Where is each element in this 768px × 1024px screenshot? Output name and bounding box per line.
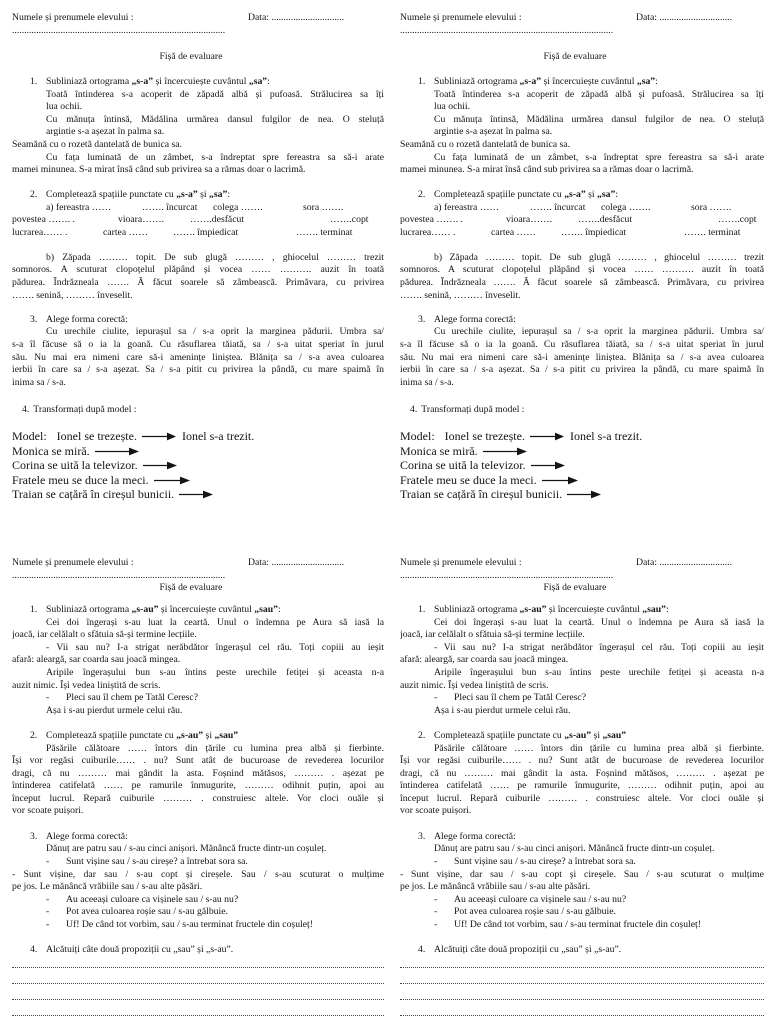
text-line: Toată întinderea s-a acoperit de zăpadă albă și pufoasă. Strălucirea sa îți bbox=[46, 88, 384, 100]
text-line: Își vor regăsi cuiburile…… . nu? Sunt atât de bucuroase de revederea locurilor bbox=[400, 755, 764, 767]
text-line: b) Zăpada ……… topit. De sub glugă ……… , ghiocelul ……… trezit bbox=[46, 251, 384, 263]
exercise-number: 2. bbox=[30, 189, 38, 201]
exercise-number: 3. bbox=[30, 313, 38, 325]
exercise-number: 2. bbox=[30, 729, 38, 741]
dialogue-line bbox=[400, 692, 764, 705]
text-line: Cu urechile ciulite, iepurașul sa / s-a oprit la marginea pădurii. Umbra sa/ bbox=[46, 326, 384, 338]
heading-text: și încercuiește cuvântul bbox=[153, 75, 249, 87]
text-line: Așa i s-au pierdut urmele celui rău. bbox=[46, 704, 183, 716]
text-line: Aripile îngerașului bun s-au întins peste urechile fetiței și aceasta n-a bbox=[434, 666, 764, 678]
heading-text: Alege forma corectă: bbox=[46, 830, 128, 842]
text-line: vor scoate puișori. bbox=[400, 805, 472, 817]
worksheet-sa-left bbox=[12, 12, 384, 512]
exercise-number: 4. bbox=[410, 403, 418, 415]
worksheet-sau-left bbox=[12, 557, 384, 1020]
fill-in-item: sora ……. bbox=[303, 201, 344, 213]
student-name-dots: ........................................................................................ bbox=[12, 24, 226, 36]
heading-keyword: „sau” bbox=[254, 603, 278, 615]
heading-text: Subliniază ortograma bbox=[46, 75, 132, 87]
line-text: Sunt vișine sau / s-au cireșe? a întrebat sora sa. bbox=[66, 856, 248, 868]
heading-text: Alege forma corectă: bbox=[46, 313, 128, 325]
text-line: afară: aleargă, sar coarda sau joacă mingea. bbox=[12, 654, 181, 666]
text-line: - Sunt vișine, dar sau / s-au copt și cireșele. Sau / s-au scuturat o mulțime bbox=[400, 868, 764, 880]
line-text: Pleci sau îl chem pe Tatăl Ceresc? bbox=[66, 692, 199, 704]
exercise-3-heading bbox=[400, 314, 764, 327]
model-label: Model: bbox=[400, 429, 435, 444]
model-sentence: Ionel se trezește. bbox=[56, 429, 137, 444]
heading-keyword: „sa” bbox=[248, 75, 268, 87]
exercise-number: 3. bbox=[30, 830, 38, 842]
text-line: mamei minunea. S-a mirat însă când sub privirea sa a rămas doar o lacrimă. bbox=[400, 164, 694, 176]
text-line: vor scoate puișori. bbox=[12, 805, 84, 817]
arrow-icon bbox=[154, 476, 190, 485]
text-line: ……. senină, ……… înveselit. bbox=[400, 289, 521, 301]
fill-in-item: lucrarea…… . bbox=[400, 226, 456, 238]
text-line: întinderea catifelată …… pe ramurile înmugurite, ……… odihnit puțin, apoi au bbox=[12, 780, 384, 792]
line-text: Pot avea culoarea roșie sau / s-au gălbuie. bbox=[66, 906, 228, 918]
text-line: inima sa / s-a. bbox=[400, 376, 454, 388]
text-line: Seamănă cu o rozetă dantelată de bunica sa. bbox=[12, 138, 182, 150]
fill-in-item: ……. terminat bbox=[296, 226, 353, 238]
heading-keyword: „s-a” bbox=[564, 189, 586, 201]
model-answer: Ionel s-a trezit. bbox=[181, 429, 255, 444]
transform-item bbox=[400, 458, 764, 473]
fill-in-item: ……. împiedicat bbox=[173, 226, 239, 238]
dialogue-line bbox=[400, 894, 764, 907]
text-line: - Vii sau nu? I-a strigat nerăbdător îngerașul cel rău. Toți copiii au ieșit bbox=[46, 641, 384, 653]
heading-text: : bbox=[655, 75, 658, 87]
date-label: Data: .............................. bbox=[636, 557, 733, 568]
fill-in-item: cartea …… bbox=[103, 226, 148, 238]
exercise-1-heading bbox=[12, 76, 384, 89]
answer-line bbox=[400, 1015, 764, 1016]
transform-item bbox=[12, 487, 384, 502]
fill-in-item: a) fereastra …… bbox=[46, 201, 112, 213]
exercise-number: 4. bbox=[418, 943, 426, 955]
heading-keyword: „sau” bbox=[602, 729, 627, 741]
fill-in-item: …….desfăcut bbox=[190, 214, 245, 226]
worksheet-sau-right bbox=[400, 557, 764, 1020]
exercise-2-heading bbox=[12, 189, 384, 202]
text-line: dragi, că nu ……… mai gândit la asta. Foșnind mătăsos, ……… . așezat pe bbox=[12, 767, 384, 779]
answer-line bbox=[12, 999, 384, 1000]
answer-line bbox=[12, 1015, 384, 1016]
heading-text: Subliniază ortograma bbox=[434, 603, 520, 615]
text-line: argintie s-a așezat în palma sa. bbox=[46, 126, 165, 138]
heading-text: și bbox=[585, 189, 598, 201]
fill-in-row bbox=[400, 214, 764, 227]
heading-keyword: „sau” bbox=[642, 603, 666, 615]
text-line: Cu urechile ciulite, iepurașul sa / s-a oprit la marginea pădurii. Umbra sa/ bbox=[434, 326, 764, 338]
fill-in-item: ……. încurcat bbox=[142, 201, 198, 213]
text-line: Dănuț are patru sau / s-au cinci anișori. Mănâncă fructe dintr-un coșuleț. bbox=[46, 843, 327, 855]
text-line: somnoros. A scuturat clopoțelul plăpând și vocea …… ………. auzit în toată bbox=[400, 264, 764, 276]
transform-sentence: Traian se cațără în cireșul bunicii. bbox=[400, 487, 563, 502]
text-line: Păsările călătoare …… întors din țările cu lumina prea albă și fierbinte. bbox=[46, 742, 384, 754]
text-line: s-a îl făcuse să o ia la goană. Cu răsuflarea tăiată, sa / s-a uitat speriat în jurul bbox=[400, 339, 764, 351]
heading-text: Alege forma corectă: bbox=[434, 830, 516, 842]
transform-item bbox=[400, 473, 764, 488]
fill-in-row bbox=[400, 227, 764, 240]
text-line: pădurea. Îndrăzneala ……. Â făcut soarele să zâmbească. Primăvara, cu privirea bbox=[12, 277, 384, 289]
transform-item bbox=[12, 473, 384, 488]
fill-in-item: colega ……. bbox=[601, 201, 651, 213]
exercise-number: 3. bbox=[418, 313, 426, 325]
text-line: Cu mănuța întinsă, Mădălina urmărea dansul fulgilor de nea. O steluță bbox=[46, 113, 384, 125]
exercise-4-heading bbox=[400, 404, 764, 417]
exercise-number: 1. bbox=[418, 75, 426, 87]
line-text: Au aceeași culoare ca vișinele sau / s-au nu? bbox=[66, 893, 239, 905]
exercise-2-heading bbox=[400, 189, 764, 202]
text-line: Așa i s-au pierdut urmele celui rău. bbox=[434, 704, 571, 716]
arrow-icon bbox=[483, 447, 527, 456]
heading-text: : bbox=[665, 603, 669, 615]
model-answer: Ionel s-a trezit. bbox=[569, 429, 643, 444]
heading-keyword: „s-a” bbox=[131, 75, 154, 87]
text-line: Cu fața luminată de un zâmbet, s-a îndreptat spre fereastra sa să-i arate bbox=[46, 151, 384, 163]
exercise-1-heading bbox=[12, 604, 384, 617]
heading-keyword: „s-au” bbox=[519, 603, 547, 615]
text-line: joacă, iar celălalt o sfătuia să-și termine lecțiile. bbox=[12, 629, 197, 641]
transform-sentence: Monica se miră. bbox=[12, 443, 90, 458]
dialogue-line bbox=[400, 919, 764, 932]
exercise-4-heading bbox=[12, 404, 384, 417]
exercise-1-heading bbox=[400, 76, 764, 89]
exercise-1-heading bbox=[400, 604, 764, 617]
dialogue-line bbox=[12, 894, 384, 907]
transform-sentence: Corina se uită la televizor. bbox=[12, 458, 138, 473]
text-line: pădurea. Îndrăzneala ……. Â făcut soarele să zâmbească. Primăvara, cu privirea bbox=[400, 277, 764, 289]
heading-keyword: „sa” bbox=[597, 189, 616, 201]
text-line: inima sa / s-a. bbox=[12, 376, 66, 388]
text-line: mamei minunea. S-a mirat însă când sub privirea sa a rămas doar o lacrimă. bbox=[12, 164, 306, 176]
text-line: pe jos. Le mănâncă vrăbiile sau / s-au alte păsări. bbox=[400, 881, 591, 893]
fill-in-item: ……. încurcat bbox=[530, 201, 586, 213]
heading-keyword: „sa” bbox=[636, 75, 656, 87]
exercise-4-heading bbox=[400, 944, 764, 957]
dialogue-line bbox=[12, 919, 384, 932]
text-line: Își vor regăsi cuiburile…… . nu? Sunt atât de bucuroase de revederea locurilor bbox=[12, 755, 384, 767]
bullet-dash: - bbox=[434, 893, 438, 905]
exercise-number: 4. bbox=[22, 403, 30, 415]
answer-line bbox=[400, 999, 764, 1000]
exercise-number: 1. bbox=[30, 75, 38, 87]
arrow-icon bbox=[142, 432, 176, 441]
line-text: Uf! De când tot vorbim, sau / s-au terminat fructele din coșuleț! bbox=[454, 919, 701, 931]
bullet-dash: - bbox=[434, 919, 438, 931]
text-line: dragi, că nu ……… mai gândit la asta. Foșnind mătăsos, ……… . așezat pe bbox=[400, 767, 764, 779]
bullet-dash: - bbox=[46, 893, 50, 905]
exercise-number: 2. bbox=[418, 729, 426, 741]
text-line: somnoros. A scuturat clopoțelul plăpând și vocea …… ………. auzit în toată bbox=[12, 264, 384, 276]
text-line: început lucrul. Repară cuiburile ……… . construiesc altele. Vor cloci ouăle și bbox=[400, 792, 764, 804]
model-sentence: Ionel se trezește. bbox=[444, 429, 525, 444]
exercise-4-heading bbox=[12, 944, 384, 957]
arrow-icon bbox=[179, 490, 213, 499]
fill-in-item: cartea …… bbox=[491, 226, 536, 238]
transform-item bbox=[12, 458, 384, 473]
student-name-dots: ........................................................................................ bbox=[12, 569, 226, 581]
date-label: Data: .............................. bbox=[636, 12, 733, 23]
heading-text: Completează spațiile punctate cu bbox=[434, 729, 565, 741]
fill-in-item: ……. împiedicat bbox=[561, 226, 627, 238]
transform-sentence: Fratele meu se duce la meci. bbox=[12, 472, 149, 487]
bullet-dash: - bbox=[46, 856, 50, 868]
text-line: Cu mănuța întinsă, Mădălina urmărea dansul fulgilor de nea. O steluță bbox=[434, 113, 764, 125]
fill-in-item: a) fereastra …… bbox=[434, 201, 500, 213]
text-line: ……. senină, ……… înveselit. bbox=[12, 289, 133, 301]
fill-in-row bbox=[12, 227, 384, 240]
exercise-number: 1. bbox=[418, 603, 426, 615]
text-line: Cei doi îngerași s-au luat la ceartă. Unul o îndemna pe Aura să iasă la bbox=[434, 616, 764, 628]
transform-item bbox=[12, 444, 384, 459]
header-row bbox=[12, 12, 384, 25]
date-label: Data: .............................. bbox=[248, 12, 345, 23]
line-text: Pleci sau îl chem pe Tatăl Ceresc? bbox=[454, 692, 587, 704]
text-line: pe jos. Le mănâncă vrăbiile sau / s-au alte păsări. bbox=[12, 881, 203, 893]
worksheet-title: Fișă de evaluare bbox=[543, 582, 607, 594]
heading-text: și bbox=[197, 189, 210, 201]
arrow-icon bbox=[95, 447, 139, 456]
heading-text: Subliniază ortograma bbox=[434, 75, 520, 87]
text-line: lua ochii. bbox=[434, 101, 471, 113]
arrow-icon bbox=[531, 461, 565, 470]
date-label: Data: .............................. bbox=[248, 557, 345, 568]
arrow-icon bbox=[143, 461, 177, 470]
heading-keyword: „s-a” bbox=[176, 189, 198, 201]
text-line: ierbii în care sa / s-a așezat. Sa / s-a pitit cu privirea la pândă, cu mare spaimă în bbox=[12, 364, 384, 376]
header-row bbox=[400, 557, 764, 570]
exercise-3-heading bbox=[400, 831, 764, 844]
heading-text: : bbox=[227, 189, 231, 201]
dialogue-line bbox=[12, 906, 384, 919]
text-line: Dănuț are patru sau / s-au cinci anișori. Mănâncă fructe dintr-un coșuleț. bbox=[434, 843, 715, 855]
heading-text: : bbox=[267, 75, 270, 87]
student-name-dots: ........................................................................................ bbox=[400, 569, 614, 581]
arrow-icon bbox=[530, 432, 564, 441]
worksheet-title: Fișă de evaluare bbox=[543, 50, 607, 62]
text-line: afară: aleargă, sar coarda sau joacă mingea. bbox=[400, 654, 569, 666]
line-text: Pot avea culoarea roșie sau / s-au gălbuie. bbox=[454, 906, 616, 918]
student-name-label: Numele și prenumele elevului : bbox=[400, 12, 522, 23]
heading-keyword: „s-au” bbox=[564, 729, 592, 741]
header-row bbox=[400, 12, 764, 25]
text-line: său. Nu mai era nimeni care să-i amenințe liniștea. Blănița sa / s-a avea culoarea bbox=[400, 351, 764, 363]
model-example bbox=[400, 429, 764, 444]
heading-text: și bbox=[591, 729, 603, 741]
heading-text: și încercuiește cuvântul bbox=[546, 603, 643, 615]
bullet-dash: - bbox=[46, 692, 50, 704]
exercise-number: 1. bbox=[30, 603, 38, 615]
fill-in-item: lucrarea…… . bbox=[12, 226, 68, 238]
transform-item bbox=[400, 444, 764, 459]
text-line: Cei doi îngerași s-au luat la ceartă. Unul o îndemna pe Aura să iasă la bbox=[46, 616, 384, 628]
student-name-dots: ........................................................................................ bbox=[400, 24, 614, 36]
heading-keyword: „sau” bbox=[214, 729, 239, 741]
bullet-dash: - bbox=[434, 692, 438, 704]
exercise-number: 4. bbox=[30, 943, 38, 955]
exercise-2-heading bbox=[12, 730, 384, 743]
text-line: s-a îl făcuse să o ia la goană. Cu răsuflarea tăiată, sa / s-a uitat speriat în jurul bbox=[12, 339, 384, 351]
bullet-dash: - bbox=[434, 906, 438, 918]
model-example bbox=[12, 429, 384, 444]
exercise-2-heading bbox=[400, 730, 764, 743]
transform-sentence: Traian se cațără în cireșul bunicii. bbox=[12, 487, 175, 502]
text-line: său. Nu mai era nimeni care să-i amenințe liniștea. Blănița sa / s-a avea culoarea bbox=[12, 351, 384, 363]
text-line: auzit nimic. Își vedea liniștită de scris. bbox=[400, 679, 549, 691]
worksheet-title: Fișă de evaluare bbox=[159, 50, 223, 62]
arrow-icon bbox=[542, 476, 578, 485]
exercise-number: 3. bbox=[418, 830, 426, 842]
text-line: lua ochii. bbox=[46, 101, 83, 113]
dialogue-line bbox=[12, 856, 384, 869]
answer-line bbox=[12, 983, 384, 984]
text-line: Păsările călătoare …… întors din țările cu lumina prea albă și fierbinte. bbox=[434, 742, 764, 754]
bullet-dash: - bbox=[46, 906, 50, 918]
fill-in-item: vioara……. bbox=[118, 214, 165, 226]
line-text: Sunt vișine sau / s-au cireșe? a întrebat sora sa. bbox=[454, 856, 636, 868]
text-line: început lucrul. Repară cuiburile ……… . construiesc altele. Vor cloci ouăle și bbox=[12, 792, 384, 804]
heading-text: Completează spațiile punctate cu bbox=[46, 189, 177, 201]
line-text: Au aceeași culoare ca vișinele sau / s-au nu? bbox=[454, 893, 627, 905]
text-line: întinderea catifelată …… pe ramurile înmugurite, ……… odihnit puțin, apoi au bbox=[400, 780, 764, 792]
transform-sentence: Corina se uită la televizor. bbox=[400, 458, 526, 473]
text-line: Toată întinderea s-a acoperit de zăpadă albă și pufoasă. Strălucirea sa îți bbox=[434, 88, 764, 100]
fill-in-item: …….copt bbox=[718, 214, 757, 226]
heading-keyword: „s-au” bbox=[131, 603, 159, 615]
heading-text: Alege forma corectă: bbox=[434, 313, 516, 325]
dialogue-line bbox=[12, 692, 384, 705]
dialogue-line bbox=[400, 856, 764, 869]
heading-keyword: „s-au” bbox=[176, 729, 204, 741]
answer-line bbox=[12, 967, 384, 968]
answer-line bbox=[400, 983, 764, 984]
text-line: Seamănă cu o rozetă dantelată de bunica sa. bbox=[400, 138, 570, 150]
text-line: Cu fața luminată de un zâmbet, s-a îndreptat spre fereastra sa să-i arate bbox=[434, 151, 764, 163]
worksheet-sa-right bbox=[400, 12, 764, 512]
heading-text: și bbox=[203, 729, 215, 741]
text-line: argintie s-a așezat în palma sa. bbox=[434, 126, 553, 138]
fill-in-row bbox=[400, 202, 764, 215]
bullet-dash: - bbox=[46, 919, 50, 931]
text-line: Aripile îngerașului bun s-au întins peste urechile fetiței și aceasta n-a bbox=[46, 666, 384, 678]
line-text: Uf! De când tot vorbim, sau / s-au terminat fructele din coșuleț! bbox=[66, 919, 313, 931]
transform-item bbox=[400, 487, 764, 502]
fill-in-item: …….desfăcut bbox=[578, 214, 633, 226]
heading-keyword: „s-a” bbox=[519, 75, 542, 87]
exercise-number: 2. bbox=[418, 189, 426, 201]
exercise-3-heading bbox=[12, 831, 384, 844]
student-name-label: Numele și prenumele elevului : bbox=[400, 557, 522, 568]
heading-text: : bbox=[277, 603, 281, 615]
text-line: ierbii în care sa / s-a așezat. Sa / s-a pitit cu privirea la pândă, cu mare spaimă în bbox=[400, 364, 764, 376]
heading-text: Transformați după model : bbox=[421, 403, 525, 415]
text-line: - Vii sau nu? I-a strigat nerăbdător îngerașul cel rău. Toți copiii au ieșit bbox=[434, 641, 764, 653]
transform-sentence: Monica se miră. bbox=[400, 443, 478, 458]
text-line: b) Zăpada ……… topit. De sub glugă ……… , ghiocelul ……… trezit bbox=[434, 251, 764, 263]
bullet-dash: - bbox=[434, 856, 438, 868]
heading-text: și încercuiește cuvântul bbox=[158, 603, 255, 615]
fill-in-item: povestea ……. . bbox=[400, 214, 463, 226]
text-line: auzit nimic. Își vedea liniștită de scris. bbox=[12, 679, 161, 691]
worksheet-title: Fișă de evaluare bbox=[159, 582, 223, 594]
answer-line bbox=[400, 967, 764, 968]
heading-text: Subliniază ortograma bbox=[46, 603, 132, 615]
student-name-label: Numele și prenumele elevului : bbox=[12, 557, 134, 568]
heading-text: Alcătuiți câte două propoziții cu „sau” și „s-au”. bbox=[434, 943, 622, 955]
model-label: Model: bbox=[12, 429, 47, 444]
fill-in-item: vioara……. bbox=[506, 214, 553, 226]
fill-in-item: colega ……. bbox=[213, 201, 263, 213]
student-name-label: Numele și prenumele elevului : bbox=[12, 12, 134, 23]
fill-in-item: sora ……. bbox=[691, 201, 732, 213]
fill-in-item: …….copt bbox=[330, 214, 369, 226]
heading-text: Completează spațiile punctate cu bbox=[434, 189, 565, 201]
heading-text: Completează spațiile punctate cu bbox=[46, 729, 177, 741]
heading-text: Transformați după model : bbox=[33, 403, 137, 415]
fill-in-item: povestea ……. . bbox=[12, 214, 75, 226]
heading-keyword: „sa” bbox=[209, 189, 228, 201]
text-line: - Sunt vișine, dar sau / s-au copt și cireșele. Sau / s-au scuturat o mulțime bbox=[12, 868, 384, 880]
dialogue-line bbox=[400, 906, 764, 919]
heading-text: și încercuiește cuvântul bbox=[541, 75, 637, 87]
heading-text: Alcătuiți câte două propoziții cu „sau” și „s-au”. bbox=[46, 943, 234, 955]
exercise-3-heading bbox=[12, 314, 384, 327]
header-row bbox=[12, 557, 384, 570]
transform-sentence: Fratele meu se duce la meci. bbox=[400, 472, 537, 487]
fill-in-row bbox=[12, 202, 384, 215]
text-line: joacă, iar celălalt o sfătuia să-și termine lecțiile. bbox=[400, 629, 585, 641]
heading-text: : bbox=[615, 189, 619, 201]
fill-in-row bbox=[12, 214, 384, 227]
arrow-icon bbox=[567, 490, 601, 499]
fill-in-item: ……. terminat bbox=[684, 226, 741, 238]
